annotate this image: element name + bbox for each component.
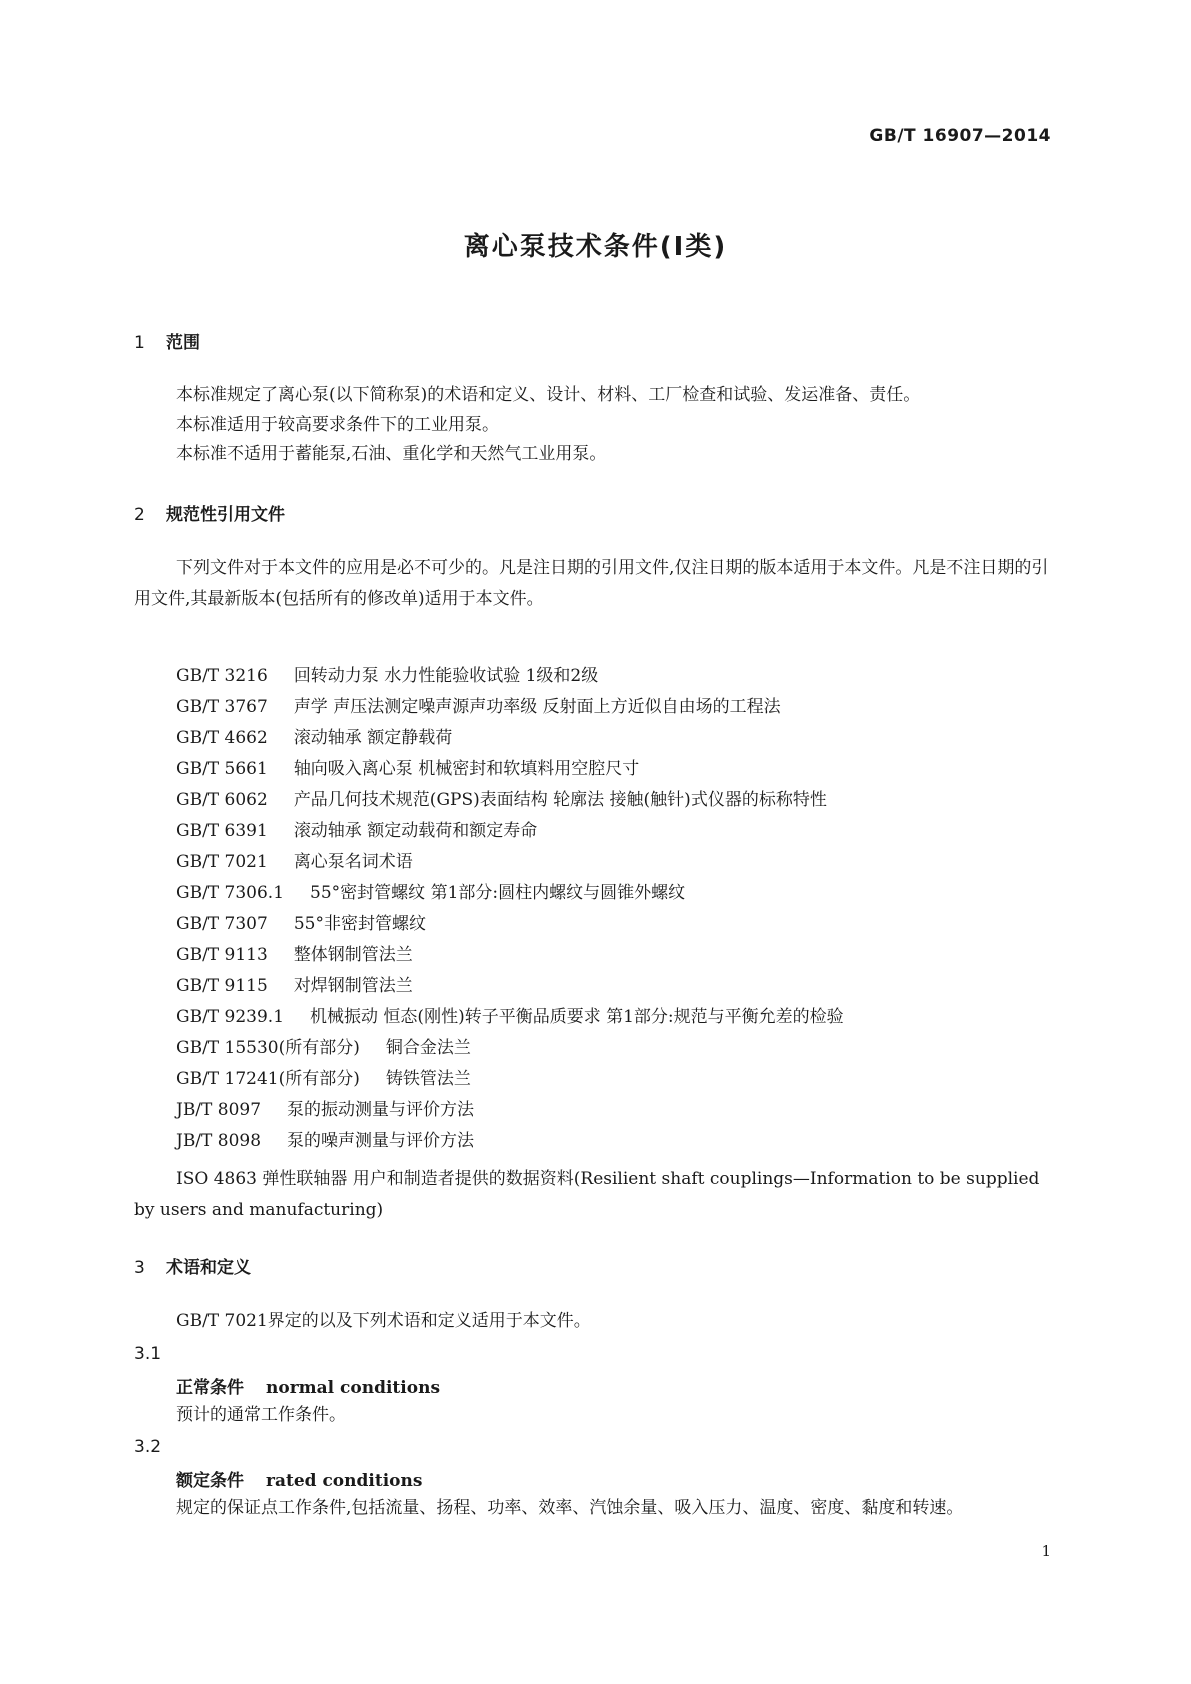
term-name-en: normal conditions [266, 1378, 441, 1398]
term-name-zh: 额定条件 [176, 1471, 244, 1491]
paragraph: 本标准规定了离心泵(以下简称泵)的术语和定义、设计、材料、工厂检查和试验、发运准备、责任。 [176, 385, 921, 405]
term-name-zh: 正常条件 [176, 1378, 244, 1398]
reference-item [176, 847, 1055, 878]
term-name [176, 1373, 440, 1398]
term-name [176, 1466, 422, 1491]
reference-title: 整体钢制管法兰 [293, 945, 413, 965]
reference-code: GB/T 5661 [176, 759, 268, 779]
paragraph-intro: GB/T 7021界定的以及下列术语和定义适用于本文件。 [176, 1311, 591, 1331]
section-number: 3 [134, 1258, 145, 1278]
reference-title: 回转动力泵 水力性能验收试验 1级和2级 [293, 666, 599, 686]
term-number: 3.1 [134, 1344, 162, 1364]
section-title: 术语和定义 [166, 1258, 251, 1278]
reference-code: GB/T 6391 [176, 821, 268, 841]
reference-title: 铸铁管法兰 [385, 1069, 471, 1089]
reference-title: 滚动轴承 额定静载荷 [293, 728, 453, 748]
reference-code: GB/T 6062 [176, 790, 268, 810]
section-number: 1 [134, 333, 145, 353]
reference-code: GB/T 3767 [176, 697, 268, 717]
reference-title: 铜合金法兰 [385, 1038, 471, 1058]
reference-item [176, 1064, 1055, 1095]
page-number: 1 [1041, 1542, 1051, 1560]
term-number: 3.2 [134, 1437, 162, 1457]
reference-title: 55°非密封管螺纹 [293, 914, 426, 934]
reference-code: GB/T 15530(所有部分) [176, 1038, 360, 1058]
paragraph: 本标准不适用于蓄能泵,石油、重化学和天然气工业用泵。 [176, 444, 607, 464]
reference-code: GB/T 7021 [176, 852, 268, 872]
reference-code: GB/T 3216 [176, 666, 268, 686]
reference-code: GB/T 4662 [176, 728, 268, 748]
document-title: 离心泵技术条件(Ⅰ类) [463, 232, 728, 262]
term-name-en: rated conditions [266, 1471, 423, 1491]
reference-title: 机械振动 恒态(刚性)转子平衡品质要求 第1部分:规范与平衡允差的检验 [310, 1007, 844, 1027]
reference-item [176, 940, 1055, 971]
reference-item [176, 909, 1055, 940]
reference-code: JB/T 8098 [176, 1131, 262, 1151]
section-number: 2 [134, 505, 145, 525]
reference-title: 55°密封管螺纹 第1部分:圆柱内螺纹与圆锥外螺纹 [310, 883, 686, 903]
section-heading-scope [134, 328, 200, 353]
reference-code: GB/T 17241(所有部分) [176, 1069, 360, 1089]
reference-title: 滚动轴承 额定动载荷和额定寿命 [293, 821, 538, 841]
reference-item-iso: ISO 4863 弹性联轴器 用户和制造者提供的数据资料(Resilient shaft couplings—Information to be supplied by users and manufacturing) [134, 1169, 1040, 1220]
reference-item [176, 754, 1055, 785]
reference-code: GB/T 7307 [176, 914, 268, 934]
reference-title: 产品几何技术规范(GPS)表面结构 轮廓法 接触(触针)式仪器的标称特性 [293, 790, 827, 810]
reference-title: 对焊钢制管法兰 [293, 976, 413, 996]
term-definition: 规定的保证点工作条件,包括流量、扬程、功率、效率、汽蚀余量、吸入压力、温度、密度、黏度和转速。 [176, 1498, 964, 1518]
reference-item [176, 785, 1055, 816]
section-title: 规范性引用文件 [166, 505, 285, 525]
section-heading-terms [134, 1253, 251, 1278]
reference-item [176, 1033, 1055, 1064]
paragraph-intro: 下列文件对于本文件的应用是必不可少的。凡是注日期的引用文件,仅注日期的版本适用于本文件。凡是不注日期的引用文件,其最新版本(包括所有的修改单)适用于本文件。 [134, 558, 1049, 609]
reference-list [176, 661, 1055, 1157]
reference-title: 离心泵名词术语 [293, 852, 413, 872]
reference-code: GB/T 7306.1 [176, 883, 285, 903]
reference-item [176, 971, 1055, 1002]
section-heading-normative-references [134, 500, 285, 525]
reference-item [176, 1095, 1055, 1126]
reference-code: JB/T 8097 [176, 1100, 262, 1120]
reference-item [176, 723, 1055, 754]
reference-item [176, 661, 1055, 692]
reference-title: 声学 声压法测定噪声源声功率级 反射面上方近似自由场的工程法 [293, 697, 781, 717]
reference-title: 泵的噪声测量与评价方法 [287, 1131, 475, 1151]
reference-item [176, 1126, 1055, 1157]
reference-title: 轴向吸入离心泵 机械密封和软填料用空腔尺寸 [293, 759, 640, 779]
standard-code: GB/T 16907—2014 [869, 126, 1051, 146]
reference-item [176, 1002, 1055, 1033]
term-definition: 预计的通常工作条件。 [176, 1405, 346, 1425]
reference-code: GB/T 9239.1 [176, 1007, 285, 1027]
reference-item [176, 878, 1055, 909]
reference-item [176, 816, 1055, 847]
reference-code: GB/T 9113 [176, 945, 268, 965]
reference-item [176, 692, 1055, 723]
reference-code: GB/T 9115 [176, 976, 268, 996]
section-title: 范围 [166, 333, 200, 353]
paragraph: 本标准适用于较高要求条件下的工业用泵。 [176, 415, 499, 435]
reference-title: 泵的振动测量与评价方法 [287, 1100, 475, 1120]
